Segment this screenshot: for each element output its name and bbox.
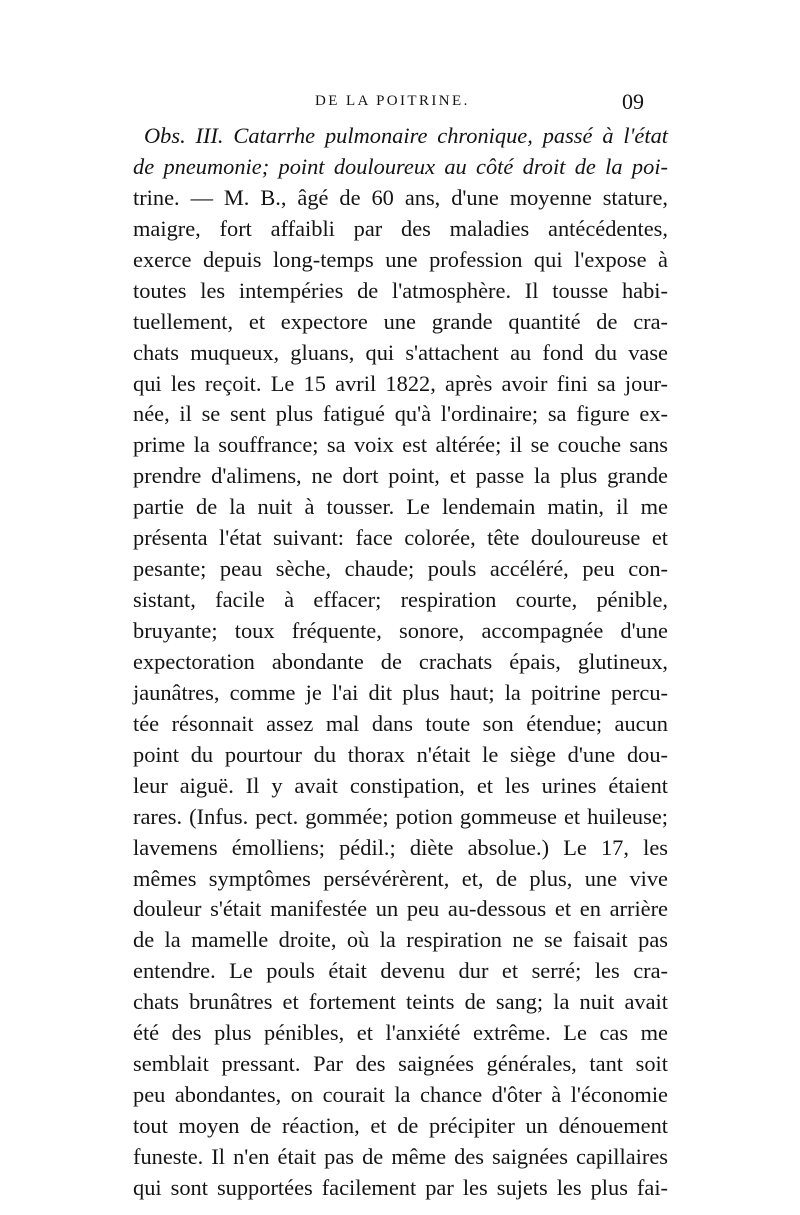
- running-title: DE LA POITRINE.: [315, 93, 470, 109]
- text-line: semblait pressant. Par des saignées générales, tant soit: [133, 1051, 668, 1077]
- text-line: née, il se sent plus fatigué qu'à l'ordinaire; sa figure ex-: [133, 401, 668, 427]
- text-line: lavemens émolliens; pédil.; diète absolue.) Le 17, les: [133, 834, 668, 860]
- text-line: de pneumonie; point douloureux au côté droit de la poi-: [133, 153, 668, 179]
- text-line: qui les reçoit. Le 15 avril 1822, après avoir fini sa jour-: [133, 370, 668, 396]
- text-line: tée résonnait assez mal dans toute son étendue; aucun: [133, 710, 668, 736]
- text-line: toutes les intempéries de l'atmosphère. Il tousse habi-: [133, 277, 668, 303]
- text-line: présenta l'état suivant: face colorée, tête douloureuse et: [133, 525, 668, 551]
- text-line: trine. — M. B., âgé de 60 ans, d'une moyenne stature,: [133, 184, 668, 210]
- body-text: [133, 121, 668, 1204]
- text-line: qui sont supportées facilement par les sujets les plus fai-: [133, 1174, 668, 1200]
- text-line: prendre d'alimens, ne dort point, et passe la plus grande: [133, 463, 668, 489]
- text-line: mêmes symptômes persévérèrent, et, de plus, une vive: [133, 865, 668, 891]
- text-line: de la mamelle droite, où la respiration ne se faisait pas: [133, 927, 668, 953]
- text-line: exerce depuis long-temps une profession qui l'expose à: [133, 246, 668, 272]
- text-line: tuellement, et expectore une grande quantité de cra-: [133, 308, 668, 334]
- text-line: chats brunâtres et fortement teints de sang; la nuit avait: [133, 989, 668, 1015]
- text-line: Obs. III. Catarrhe pulmonaire chronique, passé à l'état: [144, 123, 668, 148]
- text-line: douleur s'était manifestée un peu au-dessous et en arrière: [133, 896, 668, 922]
- text-line: leur aiguë. Il y avait constipation, et les urines étaient: [133, 772, 668, 798]
- text-line: jaunâtres, comme je l'ai dit plus haut; la poitrine percu-: [133, 679, 668, 705]
- text-line: rares. (Infus. pect. gommée; potion gommeuse et huileuse;: [133, 803, 668, 829]
- text-line: peu abondantes, on courait la chance d'ôter à l'économie: [133, 1082, 668, 1108]
- running-head: [0, 89, 800, 117]
- text-line: funeste. Il n'en était pas de même des saignées capillaires: [133, 1143, 668, 1169]
- text-line: pesante; peau sèche, chaude; pouls accéléré, peu con-: [133, 556, 668, 582]
- text-line: expectoration abondante de crachats épais, glutineux,: [133, 648, 668, 674]
- text-line: tout moyen de réaction, et de précipiter un dénouement: [133, 1113, 668, 1138]
- text-line: entendre. Le pouls était devenu dur et serré; les cra-: [133, 958, 668, 984]
- text-line: point du pourtour du thorax n'était le siège d'une dou-: [133, 741, 668, 767]
- text-line: partie de la nuit à tousser. Le lendemain matin, il me: [133, 494, 668, 520]
- text-line: été des plus pénibles, et l'anxiété extrême. Le cas me: [133, 1020, 668, 1046]
- text-line: chats muqueux, gluans, qui s'attachent au fond du vase: [133, 339, 668, 365]
- page-number: 09: [622, 89, 644, 114]
- text-line: maigre, fort affaibli par des maladies antécédentes,: [133, 215, 668, 241]
- text-line: bruyante; toux fréquente, sonore, accompagnée d'une: [133, 618, 668, 643]
- text-line: sistant, facile à effacer; respiration courte, pénible,: [133, 587, 668, 613]
- text-line: prime la souffrance; sa voix est altérée; il se couche sans: [133, 432, 668, 458]
